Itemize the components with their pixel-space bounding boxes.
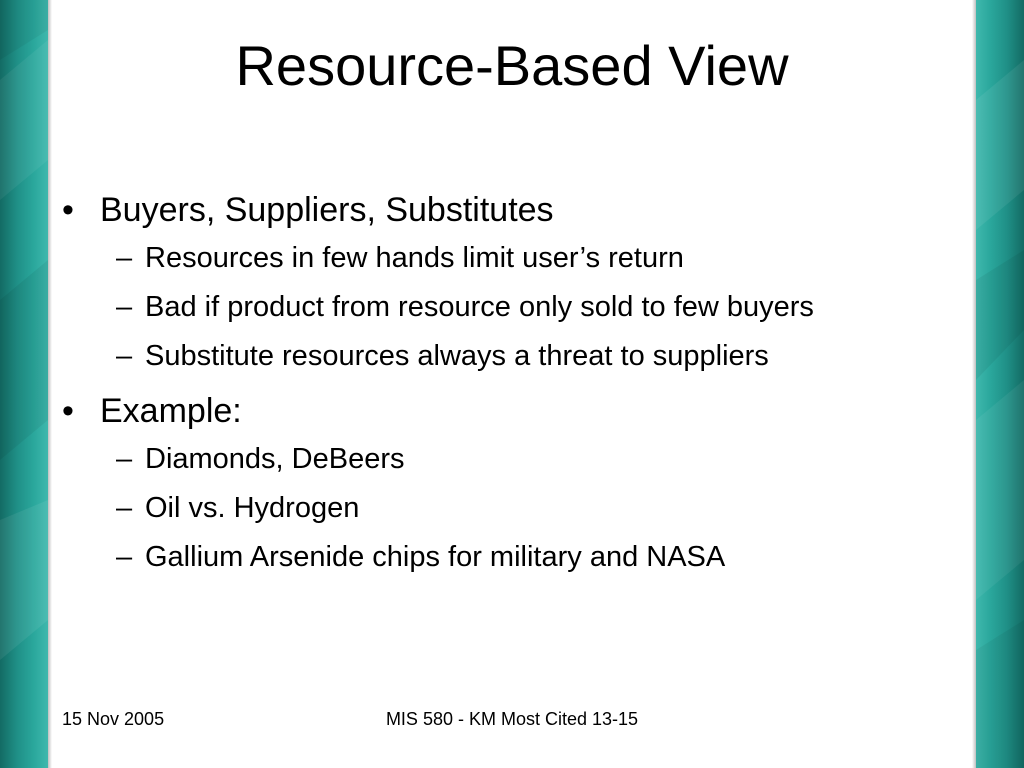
- bullet-item: [60, 389, 960, 433]
- sub-bullet-item: [60, 238, 960, 278]
- sub-bullet-item: [60, 336, 960, 376]
- dash-icon: –: [116, 340, 133, 372]
- right-border-shadow: [972, 0, 976, 768]
- left-decorative-border: [0, 0, 48, 768]
- sub-bullet-item: [60, 488, 960, 528]
- dash-icon: –: [116, 443, 133, 475]
- bullet-icon: •: [62, 392, 74, 430]
- sub-bullet-text: Oil vs. Hydrogen: [145, 492, 360, 524]
- sub-bullet-text: Substitute resources always a threat to suppliers: [145, 340, 769, 372]
- sub-bullet-item: [60, 537, 960, 577]
- sub-bullet-item: [60, 439, 960, 479]
- left-border-pattern: [0, 0, 48, 768]
- slide-title: Resource-Based View: [235, 34, 789, 97]
- footer-date: 15 Nov 2005: [62, 709, 165, 729]
- slide-body: [60, 188, 960, 586]
- bullet-item: [60, 188, 960, 232]
- dash-icon: –: [116, 541, 133, 573]
- bullet-text: Buyers, Suppliers, Substitutes: [100, 191, 554, 229]
- sub-bullet-text: Bad if product from resource only sold to few buyers: [145, 291, 814, 323]
- left-border-shadow: [48, 0, 52, 768]
- sub-bullet-item: [60, 287, 960, 327]
- footer-course-label: MIS 580 - KM Most Cited 13-15: [385, 709, 639, 729]
- sub-bullet-text: Resources in few hands limit user’s return: [145, 242, 684, 274]
- dash-icon: –: [116, 242, 133, 274]
- dash-icon: –: [116, 291, 133, 323]
- right-decorative-border: [976, 0, 1024, 768]
- sub-bullet-text: Diamonds, DeBeers: [145, 443, 405, 475]
- right-border-pattern: [976, 0, 1024, 768]
- bullet-text: Example:: [100, 392, 242, 430]
- sub-bullet-text: Gallium Arsenide chips for military and NASA: [145, 541, 726, 573]
- dash-icon: –: [116, 492, 133, 524]
- bullet-icon: •: [62, 191, 74, 229]
